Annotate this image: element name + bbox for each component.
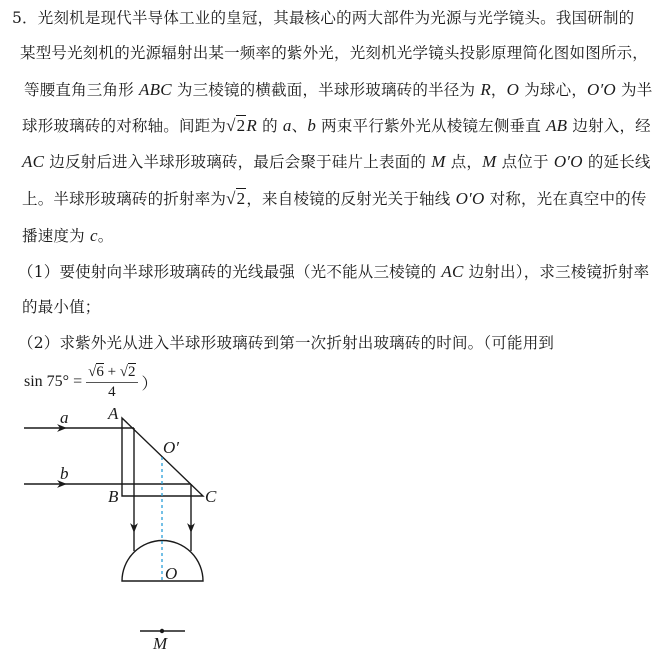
text: 球形玻璃砖的对称轴。间距为 [22,117,227,135]
var-c: c [89,226,98,245]
var-oo: O′O [553,152,583,171]
var-ac: AC [22,152,45,171]
optics-diagram [0,395,260,654]
fraction-denominator: 4 [108,384,116,400]
text: 点位于 [496,153,554,171]
label-vertex-c: C [205,487,217,506]
text: 某型号光刻机的光源辐射出某一频率的紫外光，光刻机光学镜头投影原理简化图如图所示， [20,44,649,62]
var-abc: ABC [139,80,172,99]
label-a: a [60,408,69,427]
var-r: R [480,80,491,99]
text: 边反射后进入半球形玻璃砖，最后会聚于硅片上表面的 [44,153,432,171]
var-m: M [482,152,497,171]
text: 光刻机是现代半导体工业的皇冠，其最核心的两大部件为光源与光学镜头。我国研制的 [37,9,635,27]
problem-line-4 [22,116,651,136]
sqrt-2: √2 [226,116,246,135]
text: 为球心， [519,81,588,99]
text: 为半 [615,81,652,99]
part1-continued [22,297,101,317]
problem-line-2 [20,43,648,63]
problem-line-7 [22,226,113,246]
part1-line [18,262,649,282]
point-m [160,629,164,633]
text: ， [490,81,507,99]
sqrt-2: √2 [226,189,246,208]
text: 的延长线 [582,153,651,171]
text: 点， [445,153,483,171]
var-ab: AB [546,116,568,135]
text: ，来自棱镜的反射光关于轴线 [246,190,456,208]
label-vertex-a: A [108,404,119,423]
text: 对称，光在真空中的传 [484,190,647,208]
label-m: M [153,634,168,653]
label-o: O [165,564,178,583]
var-ac: AC [441,262,464,281]
text: 。 [97,227,114,245]
problem-line-1 [12,8,634,28]
text: 等腰直角三角形 [24,81,140,99]
text: （1）要使射向半球形玻璃砖的光线最强（光不能从三棱镜的 [18,263,442,281]
label-o-prime: O′ [163,438,179,457]
text: 上。半球形玻璃砖的折射率为 [22,190,227,208]
problem-line-3 [24,80,652,100]
formula-lhs: sin 75° = [24,373,83,390]
var-oo: O′O [455,189,485,208]
text: 为三棱镜的横截面，半球形玻璃砖的半径为 [171,81,481,99]
var-r: R [246,116,257,135]
part2-line [18,333,554,353]
problem-line-6 [22,189,647,209]
text: 的 [256,117,283,135]
problem-line-5 [22,152,651,172]
text: 播速度为 [22,227,90,245]
close-paren: ） [141,375,158,393]
text: （2）求紫外光从进入半球形玻璃砖到第一次折射出玻璃砖的时间。（可能用到 [18,334,555,352]
problem-number: 5． [12,9,38,27]
label-vertex-b: B [108,487,119,506]
text: 、 [291,117,308,135]
text: 两束平行紫外光从棱镜左侧垂直 [316,117,547,135]
text: 边射入，经 [567,117,651,135]
var-o: O [506,80,520,99]
var-a: a [282,116,292,135]
fraction-numerator: √6 + √2 [86,363,137,383]
var-m: M [431,152,446,171]
text: 的最小值； [22,298,101,316]
var-oo: O′O [587,80,616,99]
var-b: b [307,116,317,135]
text: 边射出），求三棱镜折射率 [463,263,650,281]
label-b: b [60,464,69,483]
